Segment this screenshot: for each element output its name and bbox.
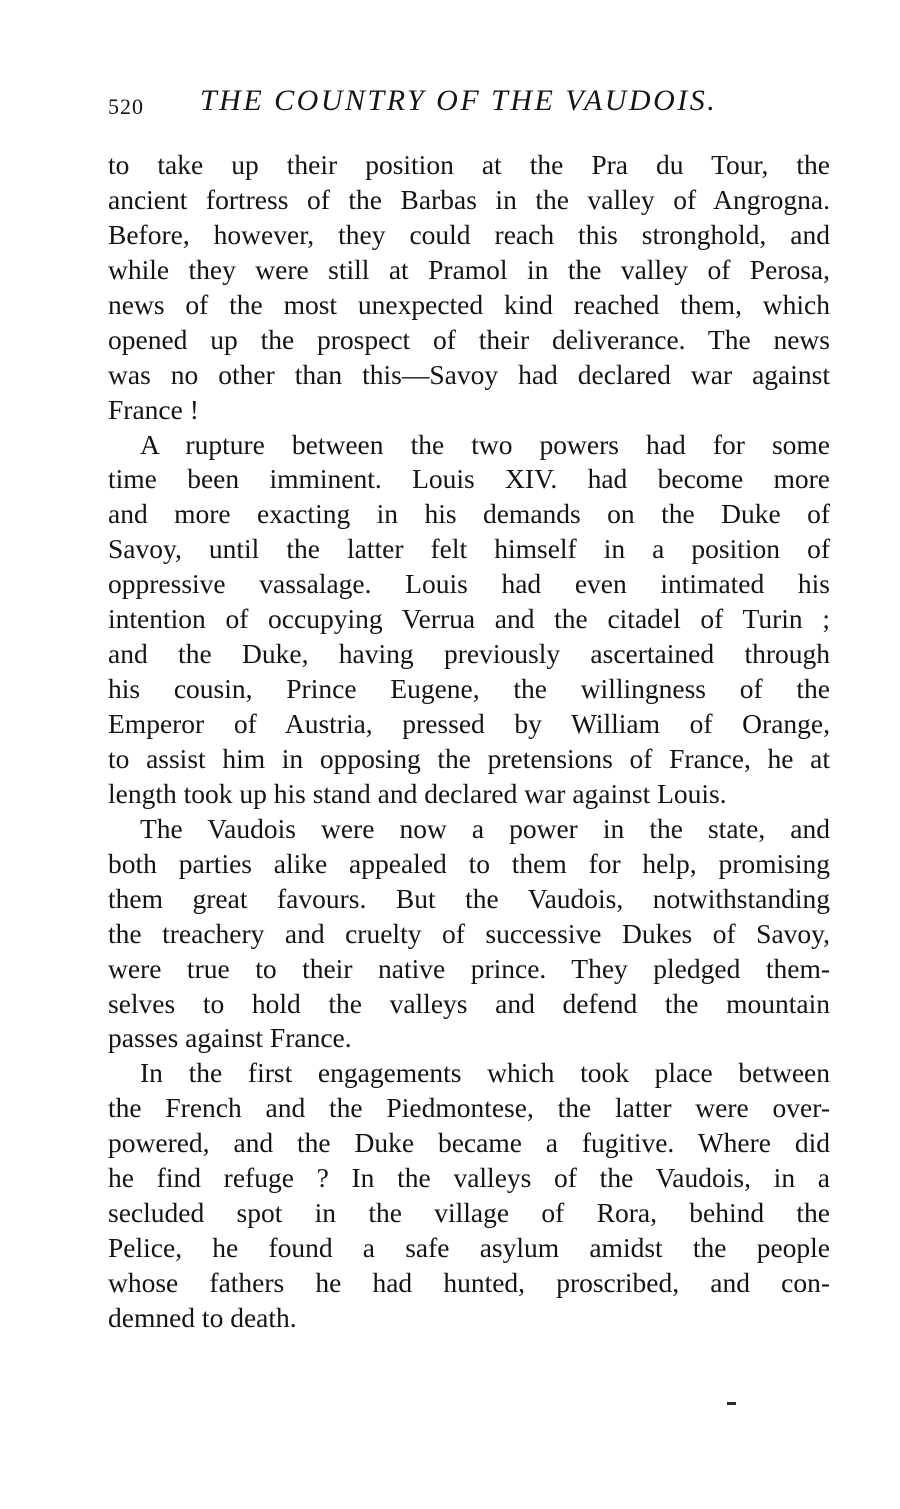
running-head — [108, 84, 828, 124]
text-line: demned to death. — [108, 1301, 297, 1333]
body-text — [108, 148, 830, 1336]
text-line: whose fathers he had hunted, proscribed, and con- — [108, 1267, 830, 1298]
text-line: was no other than this—Savoy had declared war against — [108, 358, 830, 390]
ink-speck — [727, 1402, 736, 1405]
text-line: Pelice, he found a safe asylum amidst the people — [108, 1232, 830, 1264]
text-line: intention of occupying Verrua and the citadel of Turin ; — [108, 603, 830, 635]
text-line: powered, and the Duke became a fugitive. Where did — [108, 1127, 830, 1159]
text-line: news of the most unexpected kind reached them, which — [108, 288, 830, 320]
text-line: length took up his stand and declared war against Louis. — [108, 777, 727, 809]
text-line: he find refuge ? In the valleys of the Vaudois, in a — [108, 1162, 830, 1194]
text-line: to take up their position at the Pra du Tour, the — [108, 149, 830, 180]
text-line: were true to their native prince. They pledged them- — [108, 952, 830, 984]
text-line: to assist him in opposing the pretensions of France, he at — [108, 742, 830, 774]
text-line: The Vaudois were now a power in the state, and — [140, 812, 830, 844]
text-line: Emperor of Austria, pressed by William of Orange, — [108, 708, 830, 739]
text-line: selves to hold the valleys and defend the mountain — [108, 987, 830, 1019]
text-line: while they were still at Pramol in the valley of Perosa, — [108, 253, 830, 285]
text-line: time been imminent. Louis XIV. had become more — [108, 463, 830, 495]
text-line: secluded spot in the village of Rora, behind the — [108, 1197, 830, 1229]
book-title: THE COUNTRY OF THE VAUDOIS. — [200, 84, 718, 117]
text-line: the French and the Piedmontese, the latter were over- — [108, 1092, 830, 1124]
text-line: Savoy, until the latter felt himself in a position of — [108, 533, 830, 565]
text-line: passes against France. — [108, 1022, 352, 1054]
text-line: his cousin, Prince Eugene, the willingness of the — [108, 673, 830, 705]
text-line: oppressive vassalage. Louis had even intimated his — [108, 568, 830, 600]
text-line: ancient fortress of the Barbas in the valley of Angrogna. — [108, 183, 830, 215]
text-line: In the first engagements which took place between — [140, 1057, 830, 1089]
text-line: and the Duke, having previously ascertained through — [108, 638, 830, 670]
text-line: Before, however, they could reach this stronghold, and — [108, 218, 830, 250]
text-line: the treachery and cruelty of successive Dukes of Savoy, — [108, 917, 830, 949]
text-line: A rupture between the two powers had for some — [140, 428, 830, 460]
text-line: them great favours. But the Vaudois, notwithstanding — [108, 882, 830, 914]
text-line: and more exacting in his demands on the Duke of — [108, 498, 830, 530]
page-number: 520 — [108, 94, 144, 119]
text-line: France ! — [108, 393, 199, 425]
text-line: opened up the prospect of their deliverance. The news — [108, 323, 830, 355]
text-line: both parties alike appealed to them for help, promising — [108, 847, 830, 879]
